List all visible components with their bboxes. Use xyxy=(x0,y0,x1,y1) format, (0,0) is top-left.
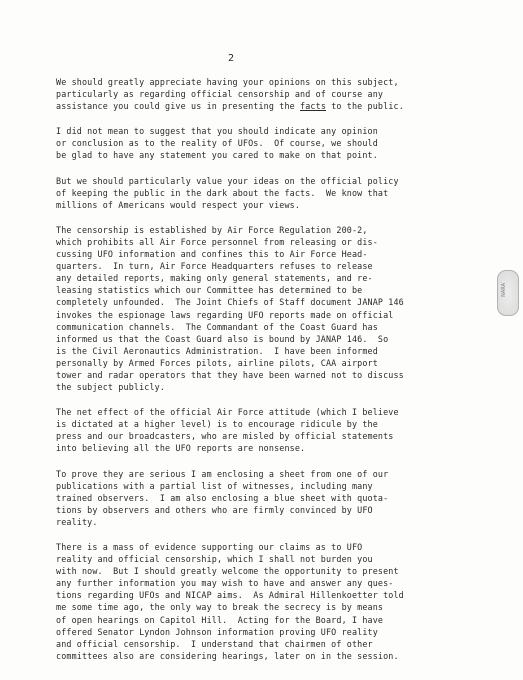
paragraph-line: cussing UFO information and confines this to Air Force Head- xyxy=(56,249,368,260)
paragraph-line: quarters. In turn, Air Force Headquarters refuses to release xyxy=(56,261,373,272)
paragraph-line: We should greatly appreciate having your opinions on this subject, xyxy=(56,77,399,87)
paragraph-5 xyxy=(56,406,504,454)
underlined-word-facts: facts xyxy=(300,101,327,112)
paragraph-line: be glad to have any statement you cared to make on that point. xyxy=(56,150,378,161)
paragraph-2 xyxy=(56,125,504,161)
paragraph-line: any further information you may wish to have and answer any ques- xyxy=(56,578,394,589)
archive-stamp-label: NARA xyxy=(501,283,507,297)
paragraph-6 xyxy=(56,468,504,528)
paragraph-line: me some time ago, the only way to break the secrecy is by means xyxy=(56,602,384,613)
paragraph-line: The censorship is established by Air Force Regulation 200-2, xyxy=(56,224,368,235)
paragraph-line: with now. But I should greatly welcome the opportunity to present xyxy=(56,566,399,577)
paragraph-line: any detailed reports, making only general statements, and re- xyxy=(56,273,373,284)
paragraph-line: communication channels. The Commandant of the Coast Guard has xyxy=(56,321,378,332)
paragraph-line: tions regarding UFOs and NICAP aims. As Admiral Hillenkoetter told xyxy=(56,590,404,601)
paragraph-line: offered Senator Lyndon Johnson information proving UFO reality xyxy=(56,626,378,637)
paragraph-line: the subject publicly. xyxy=(56,382,166,393)
paragraph-line: is the Civil Aeronautics Administration. I have been informed xyxy=(56,345,378,356)
paragraph-line: tions by observers and others who are firmly convinced by UFO xyxy=(56,504,373,515)
paragraph-line: which prohibits all Air Force personnel from releasing or dis- xyxy=(56,236,378,247)
paragraph-line: particularly as regarding official censorship and of course any xyxy=(56,89,384,100)
paragraph-line: to the public. xyxy=(326,101,404,112)
paragraph-line: There is a mass of evidence supporting our claims as to UFO xyxy=(56,542,363,552)
paragraph-line: of keeping the public in the dark about the facts. We know that xyxy=(56,187,389,198)
paragraph-line: completely unfounded. The Joint Chiefs of Staff document JANAP 146 xyxy=(56,297,404,308)
paragraph-line: The net effect of the official Air Force attitude (which I believe xyxy=(56,407,399,418)
paragraph-line: reality. xyxy=(56,516,98,527)
paragraph-3 xyxy=(56,175,504,211)
paragraph-line: leasing statistics which our Committee has determined to be xyxy=(56,285,363,296)
paragraph-line: I did not mean to suggest that you should indicate any opinion xyxy=(56,126,378,137)
paragraph-line: press and our broadcasters, who are misled by official statements xyxy=(56,431,394,442)
paragraph-line: millions of Americans would respect your views. xyxy=(56,199,301,210)
paragraph-4 xyxy=(56,224,504,393)
paragraph-1 xyxy=(56,76,504,112)
paragraph-line: reality and official censorship, which I shall not burden you xyxy=(56,554,373,565)
paragraph-line: committees also are considering hearings, later on in the session. xyxy=(56,650,399,661)
paragraph-line: personally by Armed Forces pilots, airline pilots, CAA airport xyxy=(56,357,378,368)
paragraph-line: But we should particularly value your ideas on the official policy xyxy=(56,175,399,186)
paragraph-line: or conclusion as to the reality of UFOs. Of course, we should xyxy=(56,138,378,149)
paragraph-line: and official censorship. I understand that chairmen of other xyxy=(56,638,373,649)
letter-body xyxy=(56,76,504,675)
paragraph-line: is dictated at a higher level) is to encourage ridicule by the xyxy=(56,419,378,430)
paragraph-line: invokes the espionage laws regarding UFO reports made on official xyxy=(56,309,394,320)
paragraph-line: informed us that the Coast Guard also is bound by JANAP 146. So xyxy=(56,333,389,344)
page-number: 2 xyxy=(228,53,235,64)
paragraph-line: trained observers. I am also enclosing a blue sheet with quota- xyxy=(56,492,389,503)
paragraph-line: publications with a partial list of witnesses, including many xyxy=(56,480,373,491)
paragraph-line: of open hearings on Capitol Hill. Acting for the Board, I have xyxy=(56,614,384,625)
paragraph-line: assistance you could give us in presenting the xyxy=(56,101,301,112)
paragraph-line: into believing all the UFO reports are nonsense. xyxy=(56,443,306,454)
paragraph-7 xyxy=(56,541,504,662)
paragraph-line: To prove they are serious I am enclosing a sheet from one of our xyxy=(56,468,389,479)
paragraph-line: tower and radar operators that they have been warned not to discuss xyxy=(56,369,404,380)
